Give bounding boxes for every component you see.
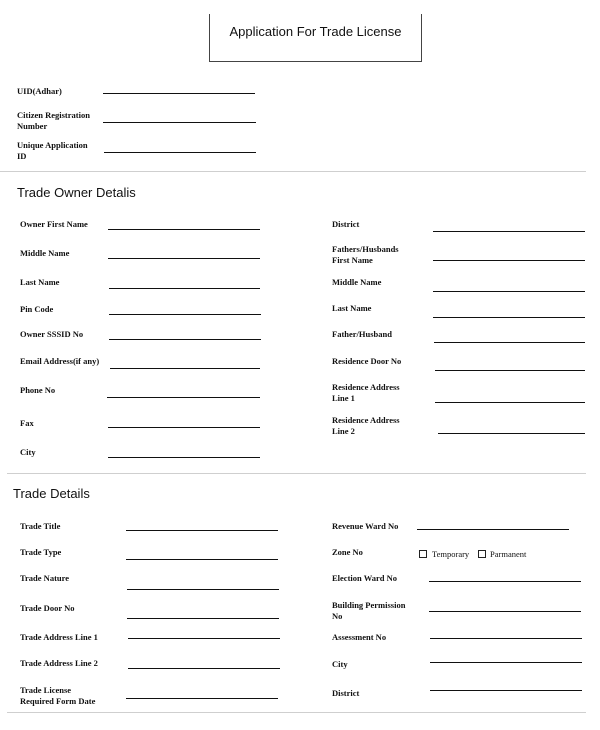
uid-field[interactable] (103, 93, 255, 94)
trade-license-date-label: Trade License Required Form Date (20, 685, 96, 706)
trade-title-field[interactable] (126, 530, 278, 531)
building-permission-field[interactable] (429, 611, 581, 612)
fax-field[interactable] (108, 427, 260, 428)
assessment-no-label: Assessment No (332, 632, 387, 642)
fh-middle-name-label: Middle Name (332, 277, 382, 287)
owner-last-name-field[interactable] (109, 288, 260, 289)
owner-first-name-field[interactable] (108, 229, 260, 230)
owner-district-field[interactable] (433, 231, 585, 232)
trade-title-label: Trade Title (20, 521, 61, 531)
trade-section-heading: Trade Details (13, 486, 90, 501)
revenue-ward-field[interactable] (417, 529, 569, 530)
residence-door-field[interactable] (435, 370, 585, 371)
trade-address-2-field[interactable] (128, 668, 280, 669)
citizen-registration-label: Citizen Registration Number (17, 110, 90, 131)
email-field[interactable] (110, 368, 260, 369)
fathers-husbands-first-name-field[interactable] (433, 260, 585, 261)
pin-code-field[interactable] (109, 314, 261, 315)
owner-middle-name-label: Middle Name (20, 248, 70, 258)
trade-district-label: District (332, 688, 360, 698)
citizen-registration-field[interactable] (103, 122, 256, 123)
trade-door-label: Trade Door No (20, 603, 75, 613)
fh-middle-name-field[interactable] (433, 291, 585, 292)
residence-address-2-field[interactable] (438, 433, 585, 434)
trade-nature-label: Trade Nature (20, 573, 70, 583)
owner-middle-name-field[interactable] (108, 258, 260, 259)
father-husband-label: Father/Husband (332, 329, 392, 339)
assessment-no-field[interactable] (430, 638, 582, 639)
divider-1 (0, 171, 586, 172)
trade-address-1-field[interactable] (128, 638, 280, 639)
zone-no-label: Zone No (332, 547, 363, 557)
phone-label: Phone No (20, 385, 56, 395)
trade-district-field[interactable] (430, 690, 582, 691)
owner-city-label: City (20, 447, 36, 457)
trade-city-label: City (332, 659, 348, 669)
trade-city-field[interactable] (430, 662, 582, 663)
trade-type-field[interactable] (126, 559, 278, 560)
owner-section-heading: Trade Owner Detalis (17, 185, 136, 200)
temporary-checkbox[interactable] (419, 550, 427, 558)
divider-2 (7, 473, 586, 474)
trade-address-1-label: Trade Address Line 1 (20, 632, 98, 642)
uid-label: UID(Adhar) (17, 86, 62, 96)
owner-city-field[interactable] (108, 457, 260, 458)
trade-door-field[interactable] (127, 618, 279, 619)
parmanent-checkbox[interactable] (478, 550, 486, 558)
title-box (209, 14, 422, 62)
fh-last-name-label: Last Name (332, 303, 372, 313)
residence-address-1-label: Residence Address Line 1 (332, 382, 400, 403)
phone-field[interactable] (107, 397, 260, 398)
revenue-ward-label: Revenue Ward No (332, 521, 399, 531)
divider-3 (7, 712, 586, 713)
residence-door-label: Residence Door No (332, 356, 402, 366)
residence-address-2-label: Residence Address Line 2 (332, 415, 400, 436)
fathers-husbands-first-name-label: Fathers/Husbands First Name (332, 244, 399, 265)
pin-code-label: Pin Code (20, 304, 54, 314)
father-husband-field[interactable] (434, 342, 585, 343)
trade-address-2-label: Trade Address Line 2 (20, 658, 98, 668)
owner-sssid-field[interactable] (109, 339, 261, 340)
parmanent-option-label: Parmanent (490, 549, 527, 559)
owner-sssid-label: Owner SSSID No (20, 329, 84, 339)
owner-first-name-label: Owner First Name (20, 219, 88, 229)
election-ward-field[interactable] (429, 581, 581, 582)
temporary-option-label: Temporary (432, 549, 470, 559)
unique-application-label: Unique Application ID (17, 140, 88, 161)
fh-last-name-field[interactable] (433, 317, 585, 318)
trade-type-label: Trade Type (20, 547, 62, 557)
trade-nature-field[interactable] (127, 589, 279, 590)
unique-application-field[interactable] (104, 152, 256, 153)
residence-address-1-field[interactable] (435, 402, 585, 403)
owner-district-label: District (332, 219, 360, 229)
email-label: Email Address(if any) (20, 356, 100, 366)
form-title: Application For Trade License (229, 24, 402, 39)
building-permission-label: Building Permission No (332, 600, 406, 621)
fax-label: Fax (20, 418, 34, 428)
election-ward-label: Election Ward No (332, 573, 398, 583)
owner-last-name-label: Last Name (20, 277, 60, 287)
trade-license-date-field[interactable] (126, 698, 278, 699)
